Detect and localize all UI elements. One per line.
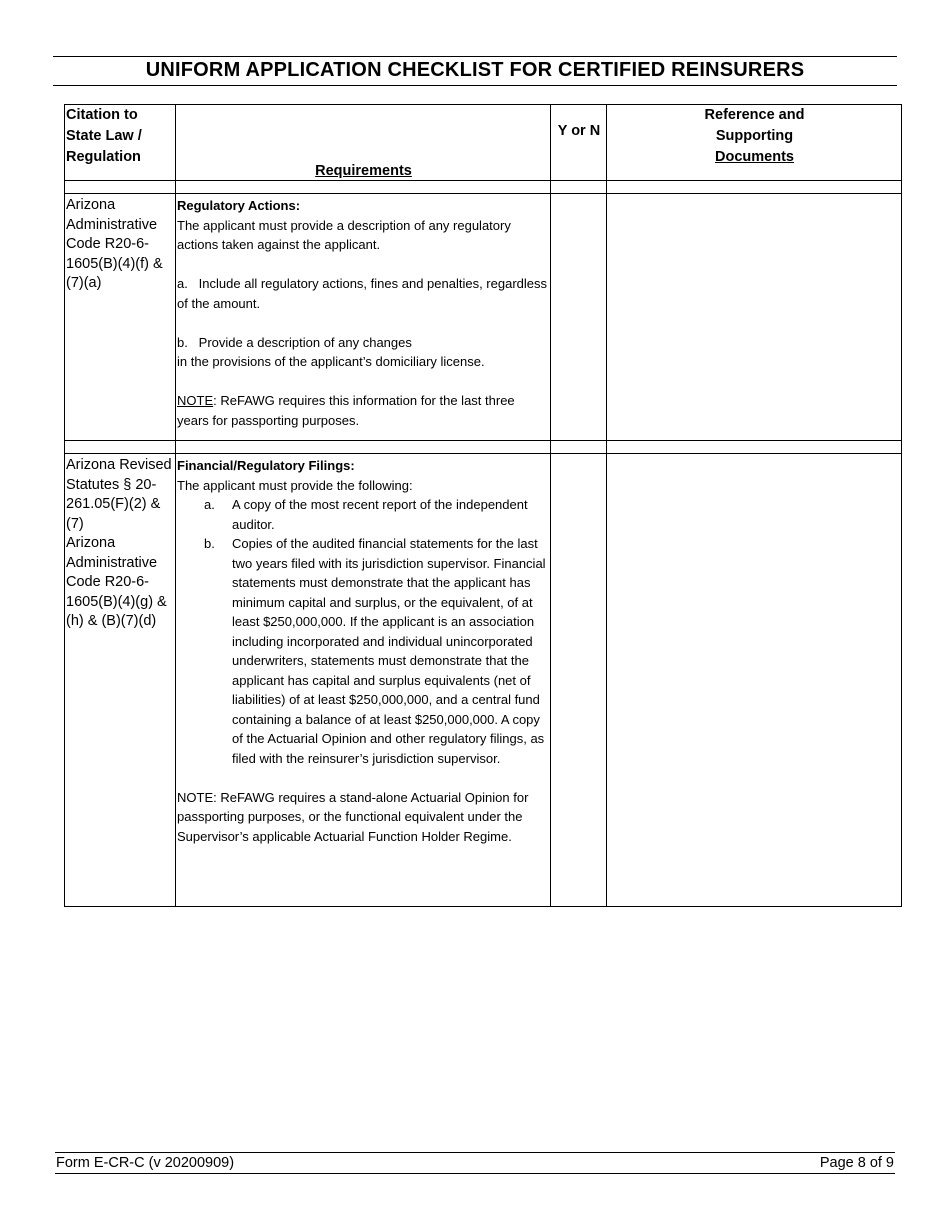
list-item: b. Copies of the audited financial statements for the last two years filed with its jurisdiction supervisor. Financial statements must demonstrate that the applicant has minimum capital and surplus, or the equivalent, of at least $250,000,000. If the applicant is an association including incorporated and individual unincorporated underwriters, statements must demonstrate that the applicant has capital and surplus equivalents (net of liabilities) of at least $250,000,000, and a central fund containing a balance of at least $250,000,000. A copy of the Actuarial Opinion and other regulatory filings, as filed with the reinsurer’s jurisdiction supervisor. bbox=[204, 536, 546, 766]
page-title: UNIFORM APPLICATION CHECKLIST FOR CERTIFIED REINSURERS bbox=[145, 59, 805, 81]
requirement-heading: Regulatory Actions: bbox=[177, 198, 301, 213]
table-row bbox=[65, 194, 902, 441]
requirements-cell bbox=[176, 194, 551, 441]
requirement-note: NOTE: ReFAWG requires this information for the last three years for passporting purposes. bbox=[177, 393, 515, 428]
reference-header: Reference and Supporting Documents bbox=[607, 105, 902, 181]
requirement-heading: Financial/Regulatory Filings: bbox=[177, 458, 355, 473]
title-top-rule bbox=[53, 56, 897, 57]
y-or-n-cell[interactable] bbox=[551, 454, 607, 907]
footer-bottom-rule bbox=[55, 1173, 895, 1174]
reference-cell[interactable] bbox=[607, 194, 902, 441]
requirements-cell bbox=[176, 454, 551, 907]
requirement-item-b-line1: b. Provide a description of any changes bbox=[177, 334, 412, 350]
requirement-intro: The applicant must provide the following: bbox=[177, 477, 413, 493]
citation-cell: Arizona Administrative Code R20-6-1605(B)(4)(f) & (7)(a) bbox=[65, 194, 176, 441]
table-header-row bbox=[65, 105, 902, 181]
y-or-n-header: Y or N bbox=[551, 105, 607, 181]
citation-header: Citation to State Law / Regulation bbox=[65, 105, 176, 181]
requirements-header: Requirements bbox=[176, 105, 551, 181]
footer-top-rule bbox=[55, 1152, 895, 1153]
citation-cell: Arizona Revised Statutes § 20-261.05(F)(2) & (7) Arizona Administrative Code R20-6-1605(B)(4)(g) & (h) & (B)(7)(d) bbox=[65, 454, 176, 907]
spacer-row bbox=[65, 441, 902, 454]
checklist-table bbox=[64, 104, 902, 907]
reference-cell[interactable] bbox=[607, 454, 902, 907]
page-number: Page 8 of 9 bbox=[819, 1155, 894, 1171]
requirement-intro: The applicant must provide a description of any regulatory actions taken against the applicant. bbox=[177, 217, 511, 252]
title-bottom-rule bbox=[53, 85, 897, 86]
requirement-item-a: a. Include all regulatory actions, fines and penalties, regardless of the amount. bbox=[177, 276, 551, 311]
requirement-list bbox=[177, 495, 550, 768]
y-or-n-cell[interactable] bbox=[551, 194, 607, 441]
table-row bbox=[65, 454, 902, 907]
requirement-item-b-line2: in the provisions of the applicant’s domiciliary license. bbox=[177, 354, 485, 369]
list-item: a. A copy of the most recent report of the independent auditor. bbox=[204, 497, 528, 532]
requirement-note: NOTE: ReFAWG requires a stand-alone Actuarial Opinion for passporting purposes, or the functional equivalent under the Supervisor’s applicable Actuarial Function Holder Regime. bbox=[177, 789, 529, 844]
spacer-row bbox=[65, 181, 902, 194]
form-id: Form E-CR-C (v 20200909) bbox=[56, 1155, 235, 1171]
